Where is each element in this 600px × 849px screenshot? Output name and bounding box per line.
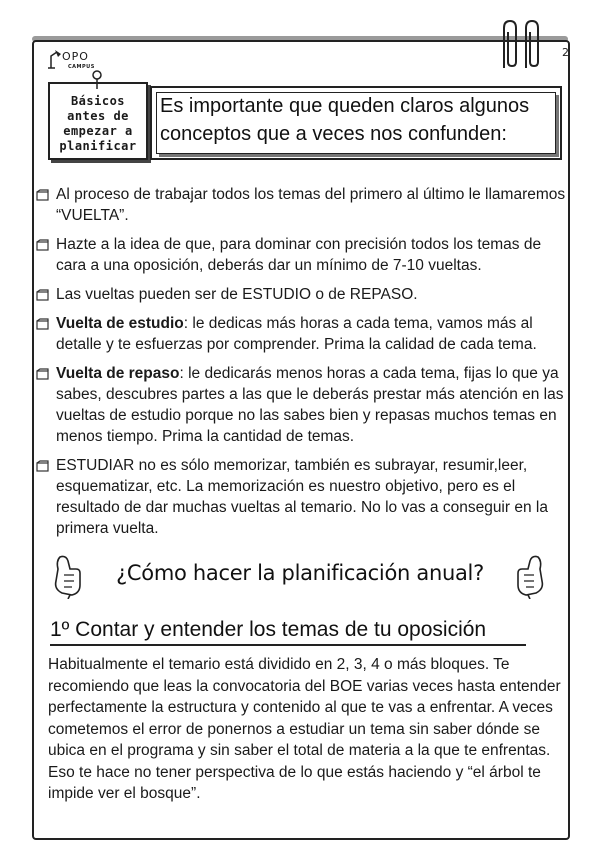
box-bullet-icon: [36, 368, 49, 380]
step-title: 1º Contar y entender los temas de tu oposición: [50, 618, 526, 646]
sticky-note: [48, 82, 148, 160]
lamp-icon: [48, 48, 62, 70]
note-line: antes de: [67, 109, 129, 123]
box-bullet-icon: [36, 289, 49, 301]
list-item: [36, 234, 566, 276]
bullet-text: Las vueltas pueden ser de ESTUDIO o de REPASO.: [56, 286, 418, 303]
logo-subtext: CAMPUS: [68, 64, 95, 70]
pointing-hand-icon: [512, 553, 548, 599]
note-line: Básicos: [70, 94, 126, 108]
bullet-text: Hazte a la idea de que, para dominar con precisión todos los temas de cara a una oposición, deberás dar un mínimo de 7-10 vueltas.: [56, 236, 542, 274]
list-item: [36, 455, 566, 539]
list-item: [36, 313, 566, 355]
list-item: [36, 284, 566, 305]
pointing-hand-icon: [50, 553, 86, 599]
pushpin-icon: [90, 70, 104, 90]
box-bullet-icon: [36, 239, 49, 251]
note-line: planificar: [59, 139, 137, 153]
bullet-text: Al proceso de trabajar todos los temas del primero al último le llamaremos “VUELTA”.: [56, 186, 566, 224]
box-bullet-icon: [36, 460, 49, 472]
list-item: [36, 184, 566, 226]
logo-text: OPO: [62, 50, 89, 63]
bullet-text: ESTUDIAR no es sólo memorizar, también es subrayar, resumir,leer, esquematizar, etc. La memorización es nuestro objetivo, pero es el resultado de dar muchas vueltas al temario. No lo vas a conseguir en la primera vuelta.: [56, 457, 548, 537]
note-line: empezar a: [63, 124, 133, 138]
section-heading: [50, 553, 550, 601]
bullet-bold: Vuelta de repaso: [56, 365, 180, 382]
box-bullet-icon: [36, 189, 49, 201]
bullet-bold: Vuelta de estudio: [56, 315, 184, 332]
bullet-text: : le dedicarás menos horas a cada tema, fijas lo que ya sabes, descubres partes a las que le deberás prestar más atención en las vueltas de estudio porque no las sabes bien y repasas muchos temas en menos tiempo. Prima la cantidad de temas.: [56, 365, 564, 445]
body-paragraph: Habitualmente el temario está dividido en 2, 3, 4 o más bloques. Te recomiendo que leas la convocatoria del BOE varias veces hasta entender perfectamente la estructura y contenido al que te vas a enfrentar. A veces cometemos el error de ponernos a estudiar un tema sin saber dónde se ubica en el programa y sin saber el total de materia a la que te enfrentas. Eso te hace no tener perspectiva de lo que estás haciendo y “el árbol te impide ver el bosque”.: [48, 656, 561, 802]
bullet-text: : le dedicas más horas a cada tema, vamos más al detalle y te esfuerzas por comprender. Prima la calidad de cada tema.: [56, 315, 537, 353]
paperclip-icon: [496, 18, 548, 74]
list-item: [36, 363, 566, 447]
bullet-list: [36, 184, 566, 547]
intro-text: Es importante que queden claros algunos conceptos que a veces nos confunden:: [160, 95, 530, 145]
section-title: ¿Cómo hacer la planificación anual?: [116, 561, 484, 585]
intro-box: [150, 86, 562, 160]
note-label: [50, 94, 146, 154]
page-number: 2: [562, 46, 569, 59]
box-bullet-icon: [36, 318, 49, 330]
